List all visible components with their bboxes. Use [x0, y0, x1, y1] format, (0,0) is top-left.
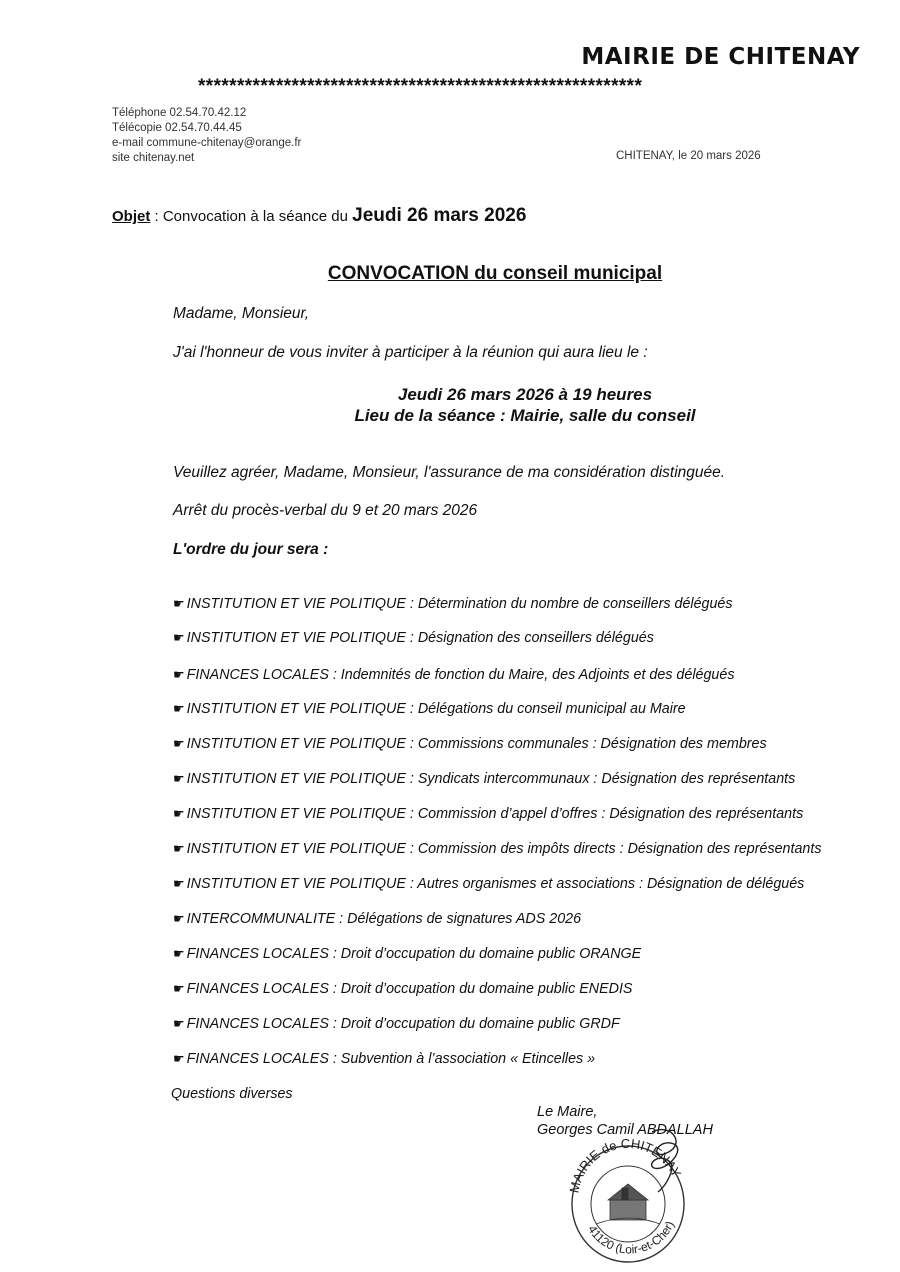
signature-role: Le Maire, [537, 1104, 598, 1120]
pointing-hand-icon: ☛ [173, 667, 185, 682]
objet-line [112, 205, 526, 227]
agenda-title: L'ordre du jour sera : [173, 541, 329, 558]
email-line: e-mail commune-chitenay@orange.fr [112, 137, 302, 149]
page-title [0, 263, 900, 285]
place-date: CHITENAY, le 20 mars 2026 [616, 150, 761, 162]
site-line: site chitenay.net [112, 152, 195, 164]
objet-label: Objet [112, 208, 151, 225]
salutation: Madame, Monsieur, [173, 305, 310, 322]
agenda-item: ☛ INSTITUTION ET VIE POLITIQUE : Délégations du conseil municipal au Maire [173, 701, 686, 717]
pointing-hand-icon: ☛ [173, 806, 185, 821]
pointing-hand-icon: ☛ [173, 946, 185, 961]
org-title: MAIRIE DE CHITENAY [581, 44, 860, 70]
pointing-hand-icon: ☛ [173, 981, 185, 996]
phone-line: Téléphone 02.54.70.42.12 [112, 107, 247, 119]
objet-text: : Convocation à la séance du [150, 208, 353, 225]
closing-text: Veuillez agréer, Madame, Monsieur, l'assurance de ma considération distinguée. [173, 464, 726, 481]
agenda-item: ☛ INSTITUTION ET VIE POLITIQUE : Commission d’appel d’offres : Désignation des représentants [173, 806, 804, 822]
agenda-item: ☛ INSTITUTION ET VIE POLITIQUE : Désignation des conseillers délégués [173, 630, 654, 646]
agenda-item: ☛ INSTITUTION ET VIE POLITIQUE : Commissions communales : Désignation des membres [173, 736, 767, 752]
pointing-hand-icon: ☛ [173, 1051, 185, 1066]
agenda-item: ☛ FINANCES LOCALES : Droit d’occupation du domaine public ENEDIS [173, 981, 633, 997]
pointing-hand-icon: ☛ [173, 1016, 185, 1031]
contact-block [112, 106, 301, 166]
questions-diverses: Questions diverses [171, 1086, 293, 1102]
pointing-hand-icon: ☛ [173, 596, 185, 611]
pointing-hand-icon: ☛ [173, 876, 185, 891]
agenda-item: ☛ FINANCES LOCALES : Subvention à l’association « Etincelles » [173, 1051, 596, 1067]
pointing-hand-icon: ☛ [173, 771, 185, 786]
star-divider: ********************************************************* [198, 76, 643, 97]
pointing-hand-icon: ☛ [173, 630, 185, 645]
official-stamp [562, 1128, 692, 1268]
stamp-emblem-icon [596, 1184, 660, 1224]
signature-name: Georges Camil ABDALLAH [537, 1122, 713, 1138]
agenda-item: ☛ INTERCOMMUNALITE : Délégations de signatures ADS 2026 [173, 911, 582, 927]
agenda-item: ☛ INSTITUTION ET VIE POLITIQUE : Syndicats intercommunaux : Désignation des représentants [173, 771, 796, 787]
pointing-hand-icon: ☛ [173, 841, 185, 856]
agenda-item: ☛ INSTITUTION ET VIE POLITIQUE : Autres organismes et associations : Désignation de délégués [173, 876, 805, 892]
title-word: CONVOCATION du conseil municipal [327, 263, 663, 284]
invite-text: J'ai l'honneur de vous inviter à participer à la réunion qui aura lieu le : [173, 344, 648, 361]
agenda-item: ☛ FINANCES LOCALES : Droit d’occupation du domaine public ORANGE [173, 946, 642, 962]
pointing-hand-icon: ☛ [173, 701, 185, 716]
pointing-hand-icon: ☛ [173, 911, 185, 926]
agenda-item: ☛ FINANCES LOCALES : Indemnités de fonction du Maire, des Adjoints et des délégués [173, 667, 735, 683]
meeting-place: Lieu de la séance : Mairie, salle du conseil [354, 406, 696, 425]
objet-date: Jeudi 26 mars 2026 [352, 205, 527, 226]
agenda-item: ☛ FINANCES LOCALES : Droit d’occupation du domaine public GRDF [173, 1016, 620, 1032]
fax-line: Télécopie 02.54.70.44.45 [112, 122, 242, 134]
stamp-top-text: MAIRIE de CHITENAY [566, 1135, 685, 1195]
agenda-item: ☛ INSTITUTION ET VIE POLITIQUE : Commission des impôts directs : Désignation des représentants [173, 841, 822, 857]
stamp-bottom-text: 41120 (Loir-et-Cher) [585, 1218, 678, 1257]
pointing-hand-icon: ☛ [173, 736, 185, 751]
agenda-item: ☛ INSTITUTION ET VIE POLITIQUE : Détermination du nombre de conseillers délégués [173, 596, 733, 612]
meeting-date: Jeudi 26 mars 2026 à 19 heures [397, 385, 653, 404]
minutes-text: Arrêt du procès-verbal du 9 et 20 mars 2026 [173, 502, 478, 519]
